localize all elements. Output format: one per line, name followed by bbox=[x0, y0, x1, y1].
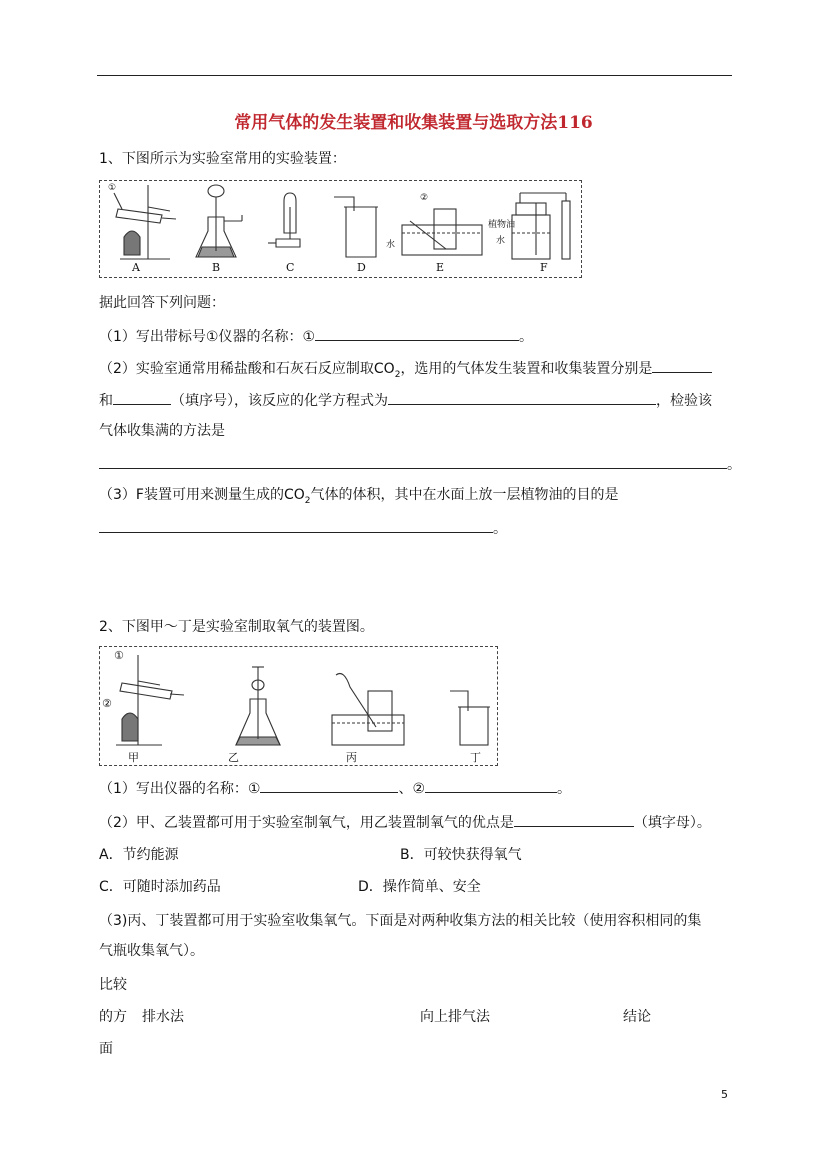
q1-part2-line2 bbox=[99, 390, 712, 410]
q1-mark-oil: 植物油 bbox=[488, 220, 516, 230]
q2-part2 bbox=[99, 812, 711, 832]
q2-part1-text-a: （1）写出仪器的名称：① bbox=[99, 781, 261, 797]
q1-part3-end: 。 bbox=[493, 521, 507, 537]
q2-part1-end: 。 bbox=[557, 781, 572, 797]
q1-label-a: A bbox=[132, 261, 140, 274]
q1-part3-text-b: 气体的体积，其中在水面上放一层植物油的目的是 bbox=[310, 487, 619, 503]
q1-mark-2: ② bbox=[420, 193, 429, 203]
q2-option-b: B．可较快获得氧气 bbox=[400, 847, 522, 863]
q1-part3-line2 bbox=[99, 518, 507, 538]
q2-mark-1: ① bbox=[114, 649, 124, 662]
q1-part2-line3: 气体收集满的方法是 bbox=[99, 423, 225, 439]
page-number: 5 bbox=[721, 1088, 728, 1101]
table-header-compare-2: 的方 bbox=[99, 1009, 127, 1025]
q1-part2-blank-equation[interactable] bbox=[388, 390, 656, 405]
q1-label-d: D bbox=[357, 261, 366, 274]
q2-part2-blank[interactable] bbox=[514, 812, 634, 827]
q2-stem: 2、下图甲～丁是实验室制取氧气的装置图。 bbox=[99, 619, 374, 635]
q1-part2-text-e: ，检验该 bbox=[656, 393, 712, 409]
q1-part1-end: 。 bbox=[519, 329, 534, 345]
q1-part2-line4 bbox=[99, 454, 741, 474]
q2-part1-blank-2[interactable] bbox=[425, 778, 557, 793]
q2-part1 bbox=[99, 778, 571, 798]
q1-mark-water-f: 水 bbox=[496, 236, 506, 246]
q1-part3-text-a: （3）F装置可用来测量生成的CO bbox=[99, 487, 305, 503]
q1-intro: 据此回答下列问题： bbox=[99, 295, 225, 311]
q2-part1-text-b: 、② bbox=[398, 781, 426, 797]
table-header-air: 向上排气法 bbox=[420, 1009, 490, 1025]
q2-label-yi: 乙 bbox=[228, 751, 239, 764]
table-header-conclusion: 结论 bbox=[623, 1009, 651, 1025]
q2-part2-text-a: （2）甲、乙装置都可用于实验室制氧气，用乙装置制氧气的优点是 bbox=[99, 815, 514, 831]
q1-mark-1: ① bbox=[108, 183, 117, 193]
table-header-water: 排水法 bbox=[142, 1009, 184, 1025]
q2-part1-blank-1[interactable] bbox=[260, 778, 398, 793]
q1-part1 bbox=[99, 326, 533, 346]
q1-part1-blank[interactable] bbox=[315, 326, 519, 341]
q1-label-c: C bbox=[286, 261, 295, 274]
q1-part3-sub: 2 bbox=[304, 495, 311, 506]
q1-stem: 1、下图所示为实验室常用的实验装置： bbox=[99, 151, 346, 167]
q1-part2-line1 bbox=[99, 358, 712, 384]
table-header-compare-1: 比较 bbox=[99, 977, 127, 993]
q1-mark-water-e: 水 bbox=[386, 240, 396, 250]
q2-option-c: C．可随时添加药品 bbox=[99, 879, 221, 895]
q1-label-e: E bbox=[436, 261, 445, 274]
q1-part2-end: 。 bbox=[727, 457, 741, 473]
q2-mark-2: ② bbox=[102, 697, 112, 710]
table-header-compare-3: 面 bbox=[99, 1041, 113, 1057]
q1-part2-text-d: （填序号），该反应的化学方程式为 bbox=[171, 393, 388, 409]
q1-part1-text: （1）写出带标号①仪器的名称：① bbox=[99, 329, 316, 345]
q1-part2-text-c: 和 bbox=[99, 393, 113, 409]
q1-part2-sub: 2 bbox=[394, 369, 401, 380]
q2-label-jia: 甲 bbox=[128, 751, 139, 764]
q2-option-d: D．操作简单、安全 bbox=[358, 879, 481, 895]
q2-option-a: A．节约能源 bbox=[99, 847, 179, 863]
q2-label-bing: 丙 bbox=[346, 751, 357, 764]
q1-part2-blank-method[interactable] bbox=[99, 454, 727, 469]
q1-part2-text-b: ，选用的气体发生装置和收集装置分别是 bbox=[400, 361, 653, 377]
q1-part3-blank[interactable] bbox=[99, 518, 493, 533]
q1-part2-text-a: （2）实验室通常用稀盐酸和石灰石反应制取CO bbox=[99, 361, 395, 377]
q1-label-b: B bbox=[212, 261, 221, 274]
q2-label-ding: 丁 bbox=[470, 751, 481, 764]
header-rule bbox=[97, 75, 732, 76]
q2-part3-line1: （3)丙、丁装置都可用于实验室收集氧气。下面是对两种收集方法的相关比较（使用容积相同的集 bbox=[99, 913, 702, 929]
q1-part2-blank-generator[interactable] bbox=[652, 358, 712, 373]
page-title: 常用气体的发生装置和收集装置与选取方法116 bbox=[234, 113, 593, 133]
q1-part3-line1 bbox=[99, 486, 619, 510]
q2-apparatus-drawing bbox=[100, 647, 497, 765]
q1-label-f: F bbox=[540, 261, 548, 274]
q2-figure bbox=[99, 646, 498, 766]
q1-part2-blank-collector[interactable] bbox=[113, 390, 171, 405]
q2-part3-line2: 气瓶收集氧气）。 bbox=[99, 943, 204, 959]
q2-part2-text-b: （填字母）。 bbox=[633, 815, 711, 831]
q1-figure bbox=[99, 180, 582, 278]
